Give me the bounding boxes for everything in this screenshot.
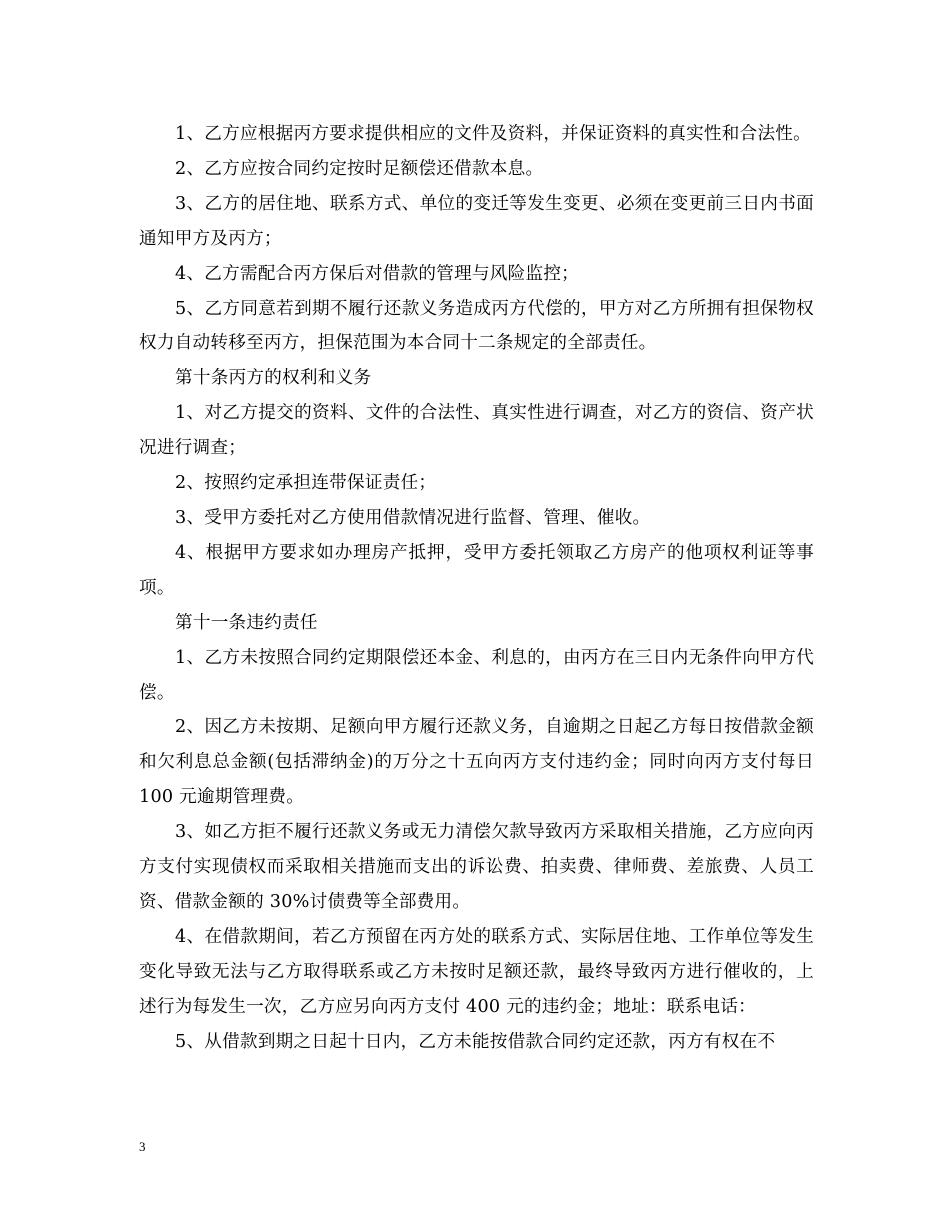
- paragraph-clause-4: 4、乙方需配合丙方保后对借款的管理与风险监控；: [175, 263, 580, 284]
- paragraph-article-11-item-4: 4、在借款期间，若乙方预留在丙方处的联系方式、实际居住地、工作单位等发生变化导致无法与乙方取得联系或乙方未按时足额还款，最终导致丙方进行催收的，上述行为每发生一次，乙方应另向丙方支付 400 元的违约金；地址：联系电话：: [139, 926, 814, 1017]
- document-body: [139, 117, 814, 1059]
- paragraph-clause-1: 1、乙方应根据丙方要求提供相应的文件及资料，并保证资料的真实性和合法性。: [175, 124, 811, 144]
- paragraph-article-11-item-5: 5、从借款到期之日起十日内，乙方未能按借款合同约定还款，丙方有权在不: [175, 1031, 776, 1052]
- paragraph-clause-5: 5、乙方同意若到期不履行还款义务造成丙方代偿的，甲方对乙方所拥有担保物权权力自动转移至丙方，担保范围为本合同十二条规定的全部责任。: [139, 298, 814, 354]
- paragraph-article-10-item-1: 1、对乙方提交的资料、文件的合法性、真实性进行调查，对乙方的资信、资产状况进行调查；: [139, 403, 814, 459]
- paragraph-article-10-item-3: 3、受甲方委托对乙方使用借款情况进行监督、管理、催收。: [175, 507, 651, 528]
- paragraph-article-11-item-1: 1、乙方未按照合同约定期限偿还本金、利息的，由丙方在三日内无条件向甲方代偿。: [139, 647, 814, 703]
- section-heading-article-10: 第十条丙方的权利和义务: [175, 368, 372, 389]
- paragraph-clause-3: 3、乙方的居住地、联系方式、单位的变迁等发生变更、必须在变更前三日内书面通知甲方及丙方；: [139, 193, 814, 249]
- paragraph-clause-2: 2、乙方应按合同约定按时足额偿还借款本息。: [175, 158, 544, 179]
- section-heading-article-11: 第十一条违约责任: [175, 612, 318, 633]
- page-number: 3: [139, 1139, 146, 1154]
- paragraph-article-11-item-2: 2、因乙方未按期、足额向甲方履行还款义务，自逾期之日起乙方每日按借款金额和欠利息总金额(包括滞纳金)的万分之十五向丙方支付违约金；同时向丙方支付每日 100 元逾期管理费。: [139, 717, 814, 808]
- paragraph-article-10-item-2: 2、按照约定承担连带保证责任；: [175, 473, 437, 494]
- paragraph-article-10-item-4: 4、根据甲方要求如办理房产抵押，受甲方委托领取乙方房产的他项权利证等事项。: [139, 542, 814, 598]
- paragraph-article-11-item-3: 3、如乙方拒不履行还款义务或无力清偿欠款导致丙方采取相关措施，乙方应向丙方支付实现债权而采取相关措施而支出的诉讼费、拍卖费、律师费、差旅费、人员工资、借款金额的 30%讨债费等全部费用。: [139, 822, 814, 912]
